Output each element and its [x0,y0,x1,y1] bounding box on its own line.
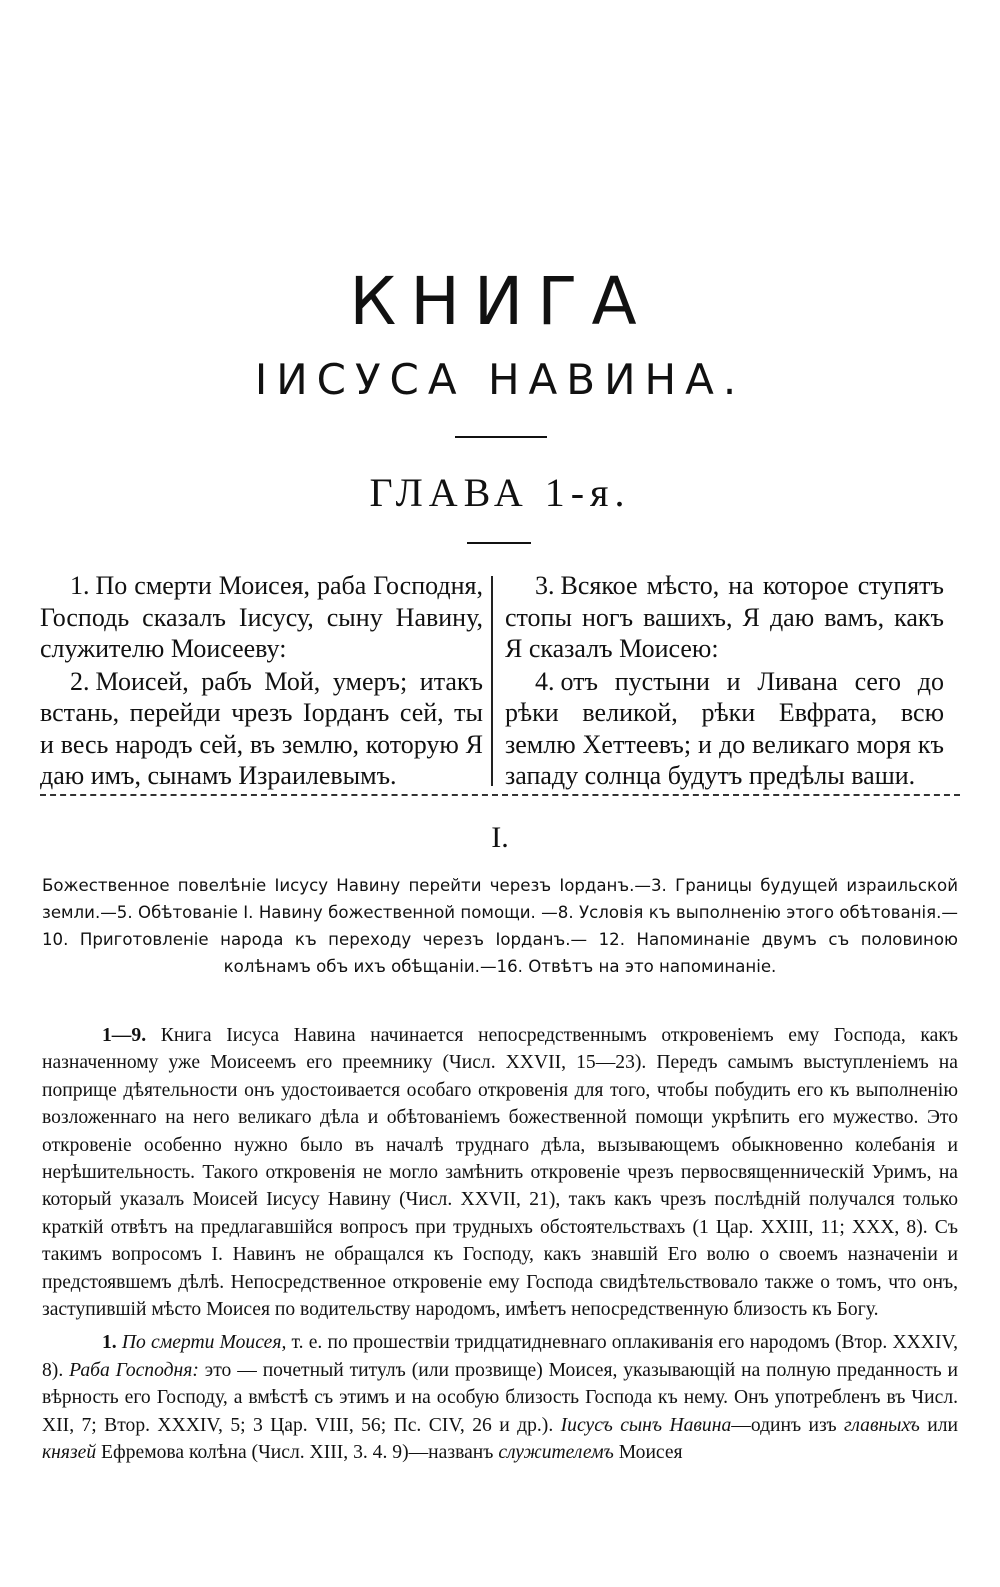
quoted-phrase: главныхъ [836,1414,920,1436]
paragraph-text: Моисея [613,1442,683,1464]
section-summary: Божественное повелѣніе Іисусу Навину перейти черезъ Іорданъ.—3. Границы будущей израильской земли.—5. Обѣтованіе І. Навину божественной помощи. —8. Условія къ выполненію этого обѣтованія.—10. Приготовленіе народа къ переходу черезъ Іорданъ.— 12. Напоминаніе двумъ съ половиною колѣнамъ объ ихъ обѣщаніи.—16. Отвѣтъ на это напоминаніе. [42,876,958,976]
verse-range: 1. [102,1332,117,1354]
verse [505,666,944,792]
commentary-paragraph [42,1022,958,1323]
paragraph-text: это — почетный титулъ (или прозвище) Моисея, указывающій на полную преданность и вѣрность его Господу, а вмѣстѣ съ этимъ и на особую близость Господа къ нему. Онъ употребленъ въ Числ. XII, 7; Втор. XXXIV, 5; 3 Цар. VIII, 56; Пс. CIV, 26 и др.). [42,1359,959,1436]
paragraph-text: Ефремова колѣна (Числ. XIII, 3. 4. 9)—названъ [96,1442,494,1464]
section-separator [40,794,960,796]
verse-range: 1—9. [102,1025,147,1046]
verse [505,570,944,665]
paragraph-text: т. е. по прошествіи тридцатидневнаго оплакиванія его народомъ (Втор. XXXIV, 8). [42,1332,958,1381]
scripture-right-column [493,570,944,788]
verse-number: 2. [70,666,90,696]
chapter-heading: ГЛАВА 1-я. [369,470,631,515]
quoted-phrase: служителемъ [493,1442,614,1464]
paragraph-text: —одинъ изъ [731,1414,837,1436]
commentary [42,1022,958,1473]
scripture-left-column [40,570,491,788]
verse-number: 3. [535,571,555,600]
quoted-phrase: Раба Господня: [63,1359,199,1381]
scripture-columns [40,570,960,788]
verse [40,666,483,792]
verse-text: По смерти Моисея, раба Господня, Господь сказалъ Іисусу, сыну Навину, служителю Моисееву: [40,571,483,663]
quoted-phrase: По смерти Моисея, [116,1332,287,1354]
verse-text: отъ пустыни и Ливана сего до рѣки великой, рѣки Евфрата, всю землю Хеттеевъ; и до великаго моря къ западу солнца будутъ предѣлы ваши. [505,666,944,790]
verse-text: Моисей, рабъ Мой, умеръ; итакъ встань, перейди чрезъ Іорданъ сей, ты и весь народъ сей, въ землю, которую Я даю имъ, сынамъ Израилевымъ. [40,666,483,790]
commentary-paragraph [42,1329,958,1466]
verse [40,570,483,665]
quoted-phrase: Іисусъ сынъ Навина [553,1414,732,1436]
book-title: КНИГА [349,263,651,340]
paragraph-text: Книга Іисуса Навина начинается непосредственнымъ откровеніемъ ему Господа, какъ назначенному уже Моисеемъ его преемнику (Числ. XXVII, 15—23). Передъ самымъ выступленіемъ на поприще дѣятельности онъ удостоивается особаго откровенія для того, чтобы побудить его къ выполненію возложеннаго на него великаго дѣла и обѣтованіемъ божественной помощи укрѣпить его мужество. Это откровеніе особенно нужно было въ началѣ труднаго дѣла, вызывающемъ обыкновенно колебанія и нерѣшительность. Такого откровенія не могло замѣнить откровеніе чрезъ первосвященническій Уримъ, на который указалъ Моисей Іисусу Навину (Числ. XXVII, 21), такъ какъ чрезъ послѣдній получался только краткій отвѣтъ на предлагавшійся вопросъ при трудныхъ обстоятельствахъ (1 Цар. XXIII, 11; XXX, 8). Съ такимъ вопросомъ І. Навинъ не обращался къ Господу, какъ знавшій Его волю о своемъ назначеніи и предстоявшемъ дѣлѣ. Непосредственное откровеніе ему Господа свидѣтельствовало также о томъ, что онъ, заступившій мѣсто Моисея по водительству народомъ, имѣетъ непосредственную близость къ Богу. [42,1025,958,1321]
verse-text: Всякое мѣсто, на которое ступятъ стопы ногъ вашихъ, Я даю вамъ, какъ Я сказалъ Моисею: [505,571,944,663]
chapter-divider [467,542,531,544]
verse-number: 4. [535,666,555,696]
book-subtitle: ІИСУСА НАВИНА. [254,355,746,404]
section-numeral: I. [491,821,509,854]
paragraph-text: или [919,1414,958,1436]
title-divider [455,436,547,438]
verse-number: 1. [70,571,90,600]
quoted-phrase: князей [42,1442,97,1464]
